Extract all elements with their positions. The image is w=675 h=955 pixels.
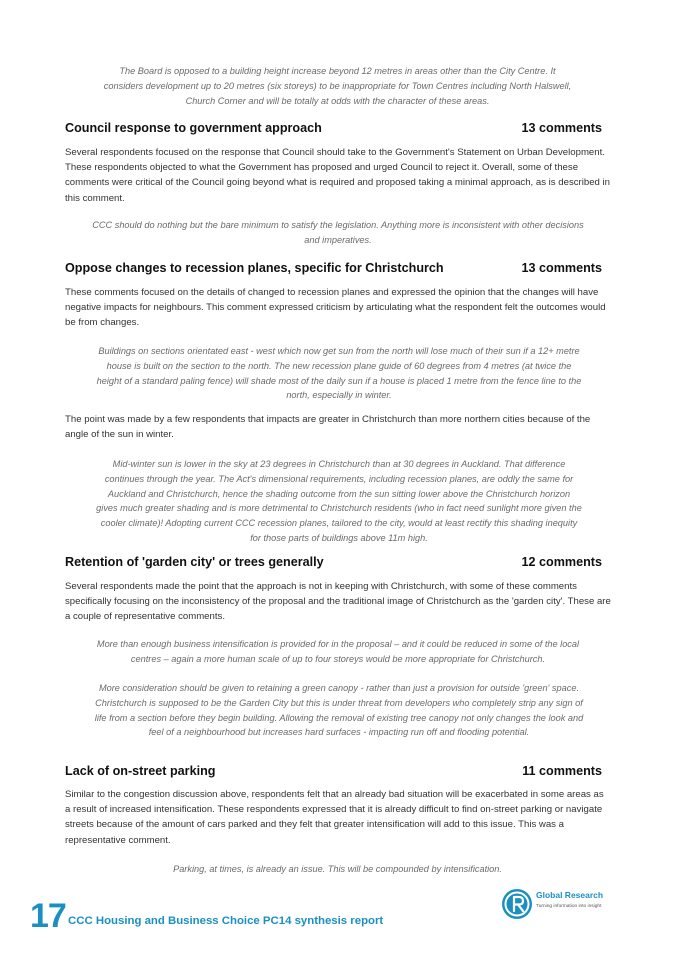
global-research-logo-icon bbox=[501, 888, 533, 920]
paragraph-sun-angle: The point was made by a few respondents that impacts are greater in Christchurch than more northern cities because of the angle of the sun in winter. bbox=[65, 414, 591, 441]
quote-business-intensification: More than enough business intensification is provided for in the proposal – and it could be reduced in some of the local centres – again a more human scale of up to four storeys would be more appropriate for Christchurch. bbox=[96, 639, 580, 664]
logo-name: Global Research bbox=[536, 890, 604, 900]
section-heading-parking bbox=[65, 764, 602, 782]
quote-board-opposition: The Board is opposed to a building height increase beyond 12 metres in areas other than the City Centre. It considers development up to 20 metres (six storeys) to be inappropriate for Town Centres including North Halswell, Church Corner and will be totally at odds with the character of these areas. bbox=[103, 66, 572, 106]
report-title: CCC Housing and Business Choice PC14 synthesis report bbox=[68, 915, 384, 927]
logo-tagline: Turning information into insight bbox=[536, 904, 602, 909]
comment-count: 11 comments bbox=[522, 764, 602, 778]
section-heading-recession-planes bbox=[65, 261, 602, 279]
quote-mid-winter-sun: Mid-winter sun is lower in the sky at 23 degrees in Christchurch than at 30 degrees in Auckland. That difference continues through the year. The Act's dimensional requirements, including recession planes, are oddly the same for Auckland and Christchurch, hence the shading outcome from the sun sitting lower above the Christchurch horizon gives much greater shading and is more detrimental to Christchurch residents (who in fact need sunlight more given the cooler climate)! Adopting current CCC recession planes, tailored to the city, would at least rectify this shading inequity for those parts of buildings above 11m high. bbox=[96, 459, 582, 543]
section-heading-garden-city bbox=[65, 555, 602, 573]
quote-bare-minimum: CCC should do nothing but the bare minimum to satisfy the legislation. Anything more is inconsistent with other decisions and imperatives. bbox=[92, 220, 584, 245]
quote-parking: Parking, at times, is already an issue. This will be compounded by intensification. bbox=[173, 864, 502, 874]
paragraph-council-response: Several respondents focused on the response that Council should take to the Government's Statement on Urban Development. These respondents objected to what the Government has proposed and urged Council to reject it. Overall, some of these comments were critical of the Council going beyond what is required and proposed taking a minimal approach, as is described in this comment. bbox=[65, 147, 611, 204]
comment-count: 13 comments bbox=[521, 261, 602, 275]
paragraph-recession-planes: These comments focused on the details of changed to recession planes and expressed the opinion that the changes will have negative impacts for neighbours. This comment expressed criticism by articulating what the respondent felt the outcomes would be from changes. bbox=[65, 287, 606, 329]
comment-count: 13 comments bbox=[521, 121, 602, 135]
quote-green-canopy: More consideration should be given to retaining a green canopy - rather than just a provision for outside 'green' space. Christchurch is supposed to be the Garden City but this is under threat from developers who completely strip any sign of life from a section before they begin building. Allowing the removal of existing tree canopy not only changes the look and feel of a neighbourhood but increases hard surfaces - impacting run off and flooding potential. bbox=[94, 683, 584, 738]
section-title: Oppose changes to recession planes, specific for Christchurch bbox=[65, 261, 444, 275]
comment-count: 12 comments bbox=[521, 555, 602, 569]
global-research-logo bbox=[501, 887, 621, 921]
page-number: 17 bbox=[30, 897, 66, 935]
section-title: Lack of on-street parking bbox=[65, 764, 216, 778]
quote-east-west-sections: Buildings on sections orientated east - west which now get sun from the north will lose much of their sun if a 12+ metre house is built on the section to the north. The new recession plane guide of 60 degrees from 4 metres (at twice the height of a standard paling fence) will shade most of the daily sun if a house is placed 1 metre from the fence line to the north, especially in winter. bbox=[96, 346, 582, 401]
paragraph-garden-city: Several respondents made the point that the approach is not in keeping with Christchurch, with some of these comments specifically focusing on the inconsistency of the proposal and the traditional image of Christchurch as the 'garden city'. These are a couple of representative comments. bbox=[65, 581, 611, 623]
section-title: Retention of 'garden city' or trees generally bbox=[65, 555, 324, 569]
paragraph-parking: Similar to the congestion discussion above, respondents felt that an already bad situation will be exacerbated in some areas as a result of increased intensification. These respondents expressed that it is already difficult to find on-street parking or navigate streets because of the amount of cars parked and they felt that greater intensification will add to this issue. This was a representative comment. bbox=[65, 789, 604, 846]
section-title: Council response to government approach bbox=[65, 121, 322, 135]
section-heading-council-response bbox=[65, 121, 602, 139]
